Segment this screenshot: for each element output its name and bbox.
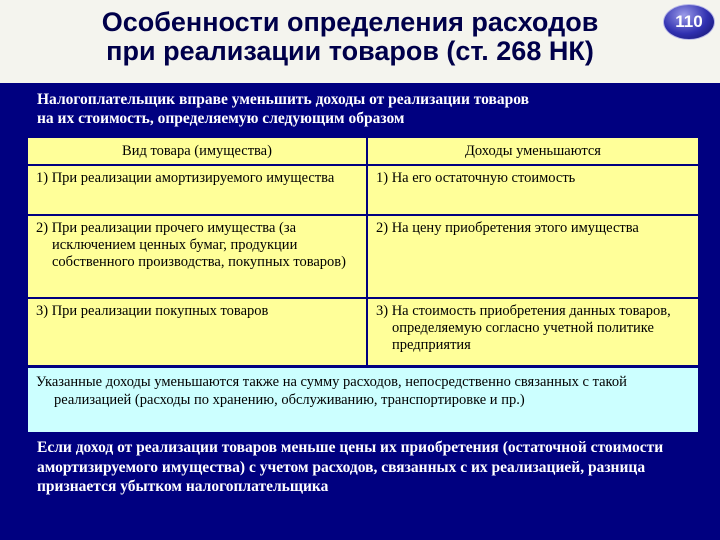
table-header-row xyxy=(27,137,699,165)
page-number-badge: 110 xyxy=(663,4,715,40)
note-text: Указанные доходы уменьшаются также на сумму расходов, непосредственно связанных с такой реализацией (расходы по хранению, обслуживанию, транспортировке и пр.) xyxy=(36,374,627,408)
table-row xyxy=(27,298,699,366)
intro-line-2: на их стоимость, определяемую следующим образом xyxy=(37,110,405,127)
expense-table xyxy=(26,136,700,367)
loss-rule-text: Если доход от реализации товаров меньше цены их приобретения (остаточной стоимости амортизируемого имущества) с учетом расходов, связанных с их реализацией, разница признается убытком налогоплательщика xyxy=(37,439,664,495)
title-line-2: при реализации товаров (ст. 268 НК) xyxy=(106,36,594,66)
cell-income-reduction: 3) На стоимость приобретения данных товаров, определяемую согласно учетной политике предприятия xyxy=(367,298,699,366)
intro-text xyxy=(37,90,697,128)
additional-expenses-note xyxy=(26,366,700,434)
table-row xyxy=(27,165,699,215)
cell-goods-type: 1) При реализации амортизируемого имущества xyxy=(27,165,367,215)
cell-goods-type: 3) При реализации покупных товаров xyxy=(27,298,367,366)
cell-income-reduction: 1) На его остаточную стоимость xyxy=(367,165,699,215)
header-goods-type: Вид товара (имущества) xyxy=(27,137,367,165)
table-row xyxy=(27,215,699,298)
cell-goods-type: 2) При реализации прочего имущества (за исключением ценных бумаг, продукции собственного производства, покупных товаров) xyxy=(27,215,367,298)
title-line-1: Особенности определения расходов xyxy=(101,7,599,37)
slide-title xyxy=(60,8,640,66)
cell-income-reduction: 2) На цену приобретения этого имущества xyxy=(367,215,699,298)
intro-line-1: Налогоплательщик вправе уменьшить доходы от реализации товаров xyxy=(37,91,530,108)
title-bar xyxy=(0,0,720,83)
header-income-reduction: Доходы уменьшаются xyxy=(367,137,699,165)
